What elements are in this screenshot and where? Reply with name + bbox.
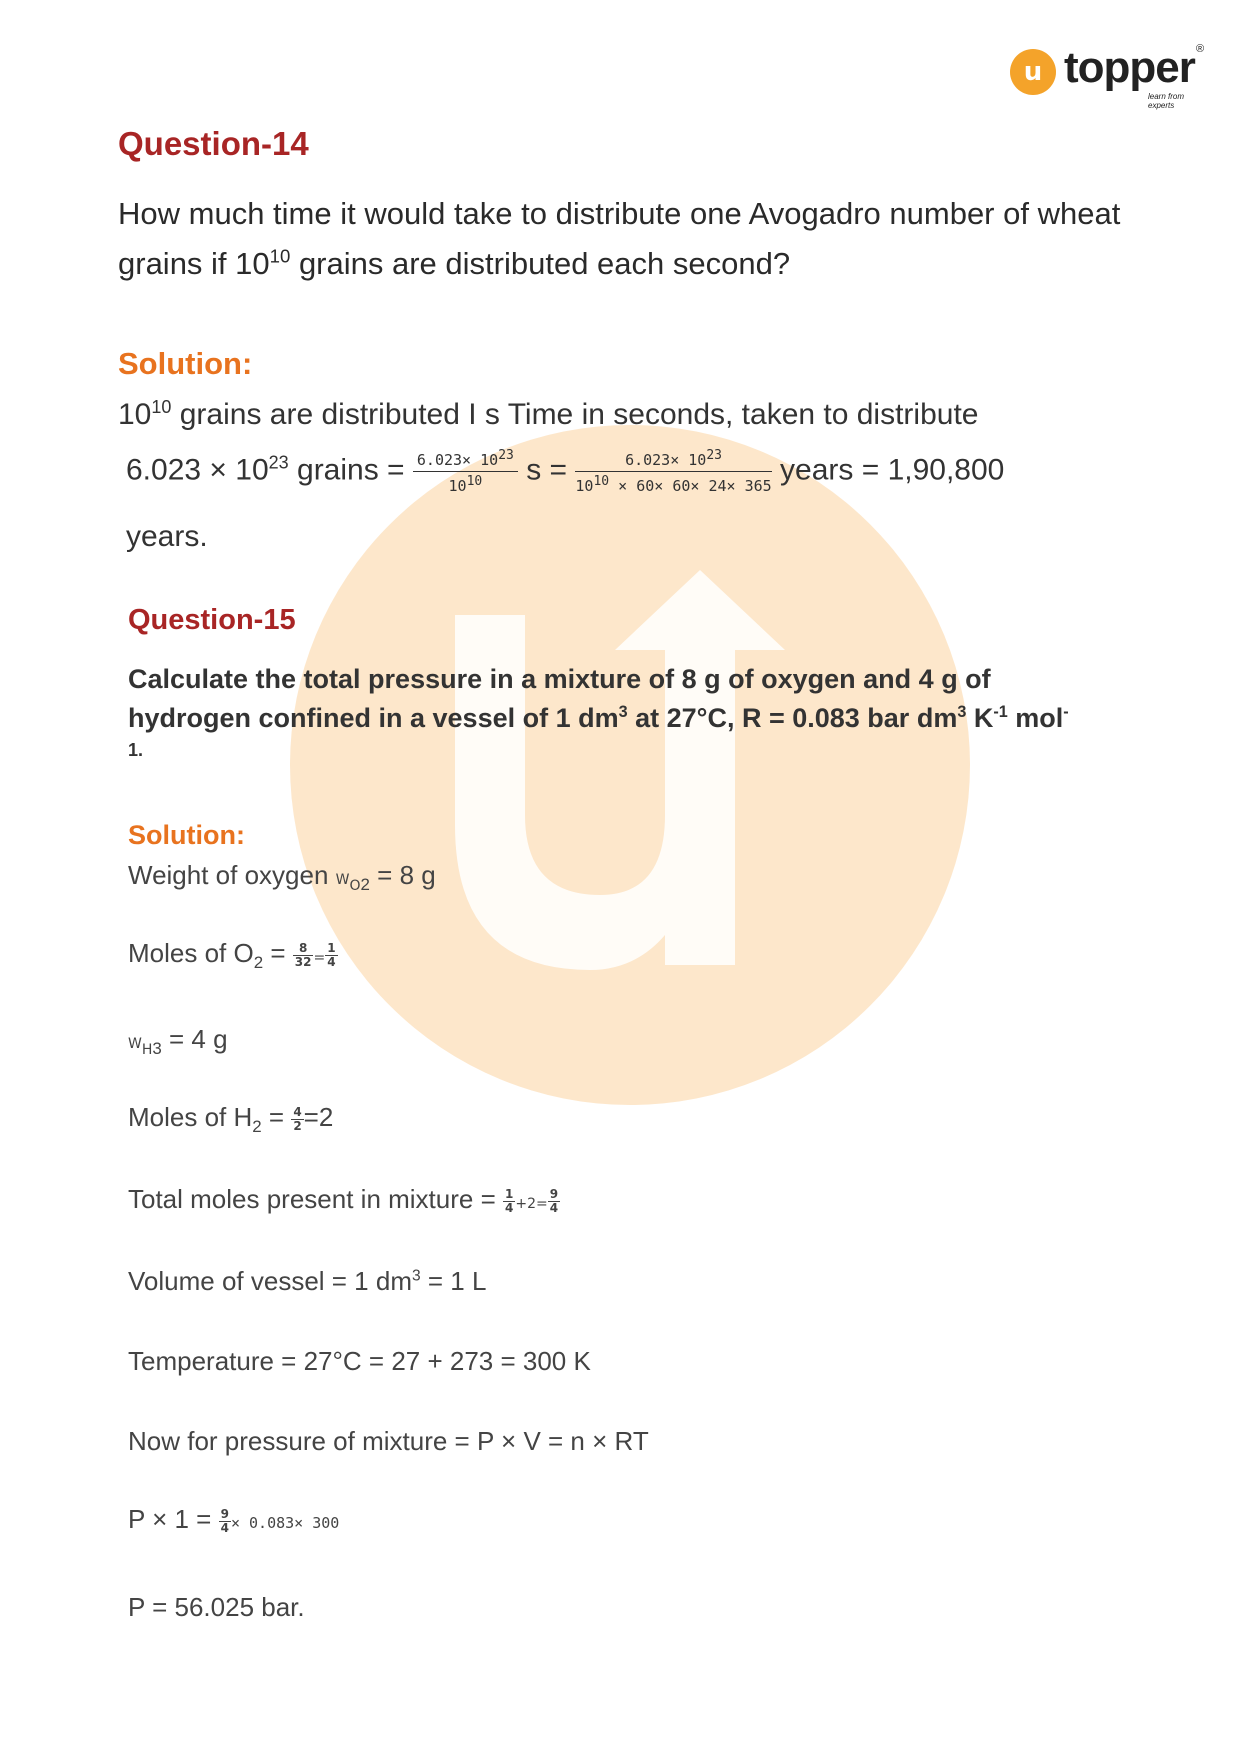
logo-wordmark: topper	[1064, 43, 1195, 92]
question-15-title: Question-15	[128, 604, 296, 636]
question-15-text-line2: hydrogen confined in a vessel of 1 $dm^3$ at 27°C, R = 0.083 bar $dm^3$ $K^{-1}$ mol-	[128, 703, 1069, 733]
solution-15-title: Solution:	[128, 820, 245, 850]
logo-badge-icon: u	[1010, 49, 1056, 95]
solution-14-title: Solution:	[118, 346, 253, 381]
step-temperature: Temperature = 27°C = 27 + 273 = 300 K	[128, 1346, 591, 1376]
question-15-text-line1: Calculate the total pressure in a mixture of 8 g of oxygen and 4 g of	[128, 664, 991, 694]
question-15-text-line3: 1.	[128, 740, 144, 760]
solution-14-line1: $10^{10}$ grains are distributed I s Time in seconds, taken to distribute	[118, 397, 979, 431]
step-pressure-calc: P × 1 = $\frac{9}{4}$ × 0.083× 300	[128, 1504, 340, 1535]
logo-tagline: learn from experts	[1148, 92, 1185, 110]
solution-14-calculation: $6.023 \times 10^{23}$ grains = $\frac{6.023\times 1023}{1010}$ s = $\frac{6.023\times 1023}{1010 \times 60\times 60\times 24\times 365}$ years = 1,90,800	[126, 448, 1005, 495]
step-moles-oxygen: Moles of $O_2$ = $\frac{8}{32}$ = $\frac{1}{4}$	[128, 938, 336, 973]
step-weight-hydrogen: $W_{H3} = 4$ g	[128, 1024, 228, 1059]
logo-registered-mark: ®	[1196, 43, 1205, 55]
topper-logo	[1010, 43, 1210, 110]
step-moles-hydrogen: Moles of $H_2$ = $\frac{4}{2}$ =2	[128, 1102, 334, 1137]
step-pressure-formula: Now for pressure of mixture = P × V = n × RT	[128, 1426, 649, 1456]
question-14-text-line1: How much time it would take to distribute one Avogadro number of wheat	[118, 196, 1121, 231]
step-volume: Volume of vessel = 1 $dm^3 = 1$ L	[128, 1266, 487, 1296]
fraction-avogadro-over-rate: $\frac{6.023\times 1023}{1010}$	[413, 448, 518, 495]
solution-14-years: years.	[126, 520, 208, 553]
question-14-text-line2: grains if $10^{10}$ grains are distributed each second?	[118, 245, 791, 281]
question-14-title: Question-14	[118, 125, 309, 162]
watermark-u-arrow-icon	[290, 425, 970, 1105]
fraction-years-conversion: $\frac{6.023\times 1023}{1010 \times 60\times 60\times 24\times 365}$	[575, 448, 772, 495]
step-pressure-result: P = 56.025 bar.	[128, 1592, 305, 1622]
step-total-moles: Total moles present in mixture = $\frac{1}{4}$ +2= $\frac{9}{4}$	[128, 1184, 559, 1215]
step-weight-oxygen: Weight of oxygen $W_{O2} = 8$ g	[128, 860, 436, 895]
